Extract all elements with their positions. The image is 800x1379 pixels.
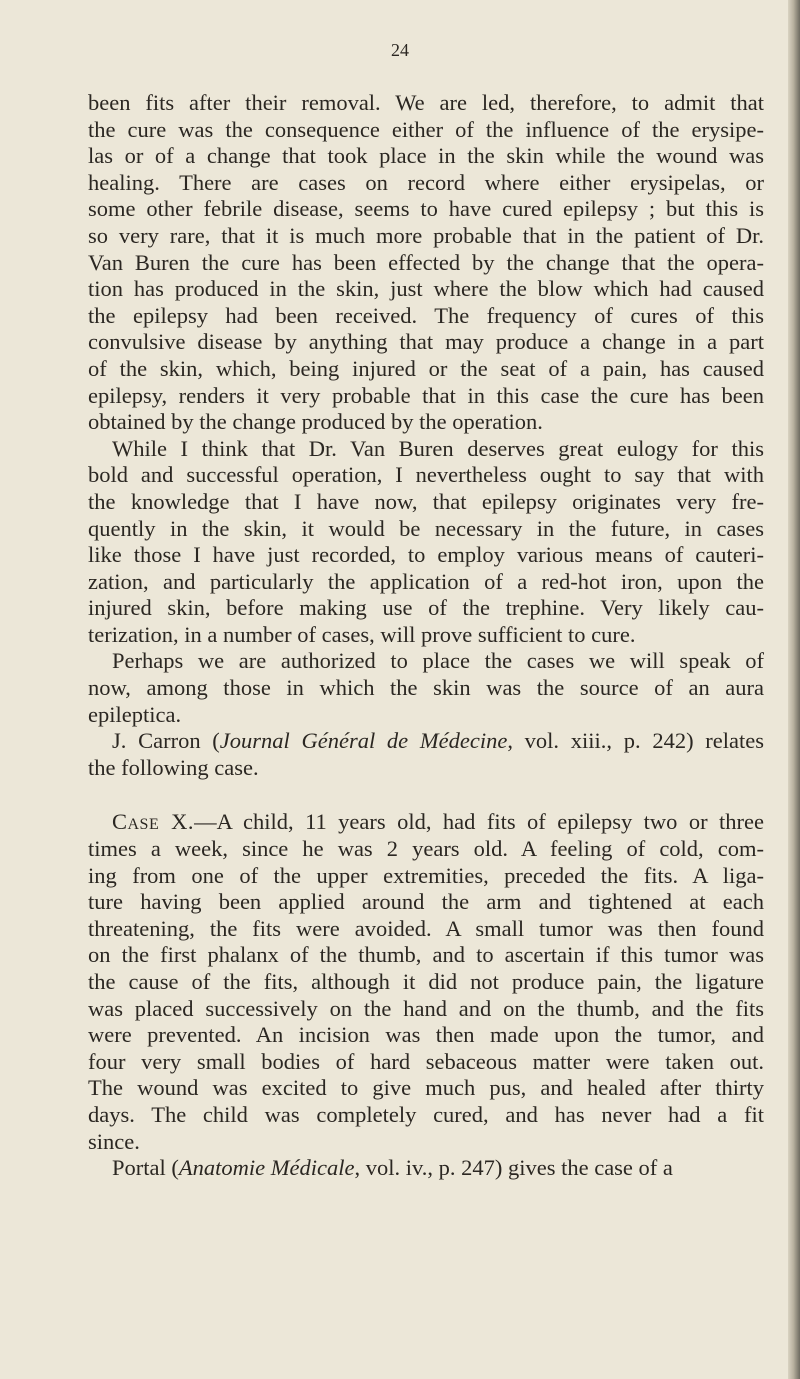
text-line: like those I have just recorded, to employ various means of cauteri- [88, 542, 764, 568]
text-line: were prevented. An incision was then made upon the tumor, and [88, 1022, 764, 1048]
text-line: the cause of the fits, although it did not produce pain, the ligature [88, 969, 764, 994]
page-number: 24 [391, 40, 409, 60]
text-line: was placed successively on the hand and on the thumb, and the fits [88, 995, 764, 1021]
body-text [88, 90, 764, 1182]
text-line: epileptica. [88, 701, 182, 727]
text-line: convulsive disease by anything that may produce a change in a part [88, 329, 764, 355]
text-line: epilepsy, renders it very probable that in this case the cure has been [88, 382, 764, 408]
text-line: now, among those in which the skin was the source of an aura [88, 675, 764, 701]
text-line: tion has produced in the skin, just where the blow which had caused [88, 276, 764, 302]
text-line: some other febrile disease, seems to have cured epilepsy ; but this is [88, 196, 764, 222]
paragraph-gap [88, 781, 764, 809]
text-line: quently in the skin, it would be necessary in the future, in cases [88, 515, 764, 541]
text-line: bold and successful operation, I nevertheless ought to say that with [88, 462, 764, 488]
text-line: The wound was excited to give much pus, and healed after thirty [88, 1075, 764, 1101]
text-line: so very rare, that it is much more probable that in the patient of Dr. [88, 222, 764, 248]
text-line: Van Buren the cure has been effected by the change that the opera- [88, 249, 764, 275]
text-line: las or of a change that took place in the skin while the wound was [88, 143, 764, 169]
text-line: been fits after their removal. We are led, therefore, to admit that [88, 90, 764, 115]
paragraph-carron [88, 728, 764, 781]
text-line: J. Carron (Journal Général de Médecine, vol. xiii., p. 242) relates [112, 728, 764, 754]
text-line: zation, and particularly the application of a red-hot iron, upon the [88, 568, 764, 594]
paragraph-van-buren [88, 436, 764, 649]
text-line: threatening, the fits were avoided. A small tumor was then found [88, 915, 764, 941]
paragraph-portal [88, 1155, 764, 1182]
paragraph-case-x [88, 809, 764, 1155]
text-line: the following case. [88, 754, 259, 780]
text-line: the cure was the consequence either of the influence of the erysipe- [88, 116, 764, 142]
text-line: since. [88, 1128, 140, 1154]
paragraph-aura [88, 648, 764, 728]
text-line: Perhaps we are authorized to place the cases we will speak of [112, 648, 764, 674]
text-line: the epilepsy had been received. The frequency of cures of this [88, 302, 764, 328]
text-line: the knowledge that I have now, that epilepsy originates very fre- [88, 488, 764, 514]
text-line: ing from one of the upper extremities, preceded the fits. A liga- [88, 862, 764, 888]
text-line: ture having been applied around the arm and tightened at each [88, 889, 764, 915]
text-line: healing. There are cases on record where either erysipelas, or [88, 169, 764, 195]
text-line: four very small bodies of hard sebaceous matter were taken out. [88, 1048, 764, 1074]
text-line: While I think that Dr. Van Buren deserves great eulogy for this [112, 435, 764, 461]
text-line: obtained by the change produced by the operation. [88, 409, 543, 435]
text-line: times a week, since he was 2 years old. A feeling of cold, com- [88, 836, 764, 862]
text-line: Case X.—A child, 11 years old, had fits of epilepsy two or three [112, 809, 765, 835]
page-binding-edge [788, 0, 800, 1379]
text-line: of the skin, which, being injured or the seat of a pain, has caused [88, 355, 764, 381]
paragraph-continued [88, 90, 764, 436]
text-line: terization, in a number of cases, will prove sufficient to cure. [88, 621, 636, 647]
text-line: days. The child was completely cured, and has never had a fit [88, 1101, 764, 1127]
text-line: on the first phalanx of the thumb, and to ascertain if this tumor was [88, 942, 764, 968]
text-line: injured skin, before making use of the trephine. Very likely cau- [88, 595, 764, 621]
text-line: Portal (Anatomie Médicale, vol. iv., p. 247) gives the case of a [112, 1155, 673, 1181]
